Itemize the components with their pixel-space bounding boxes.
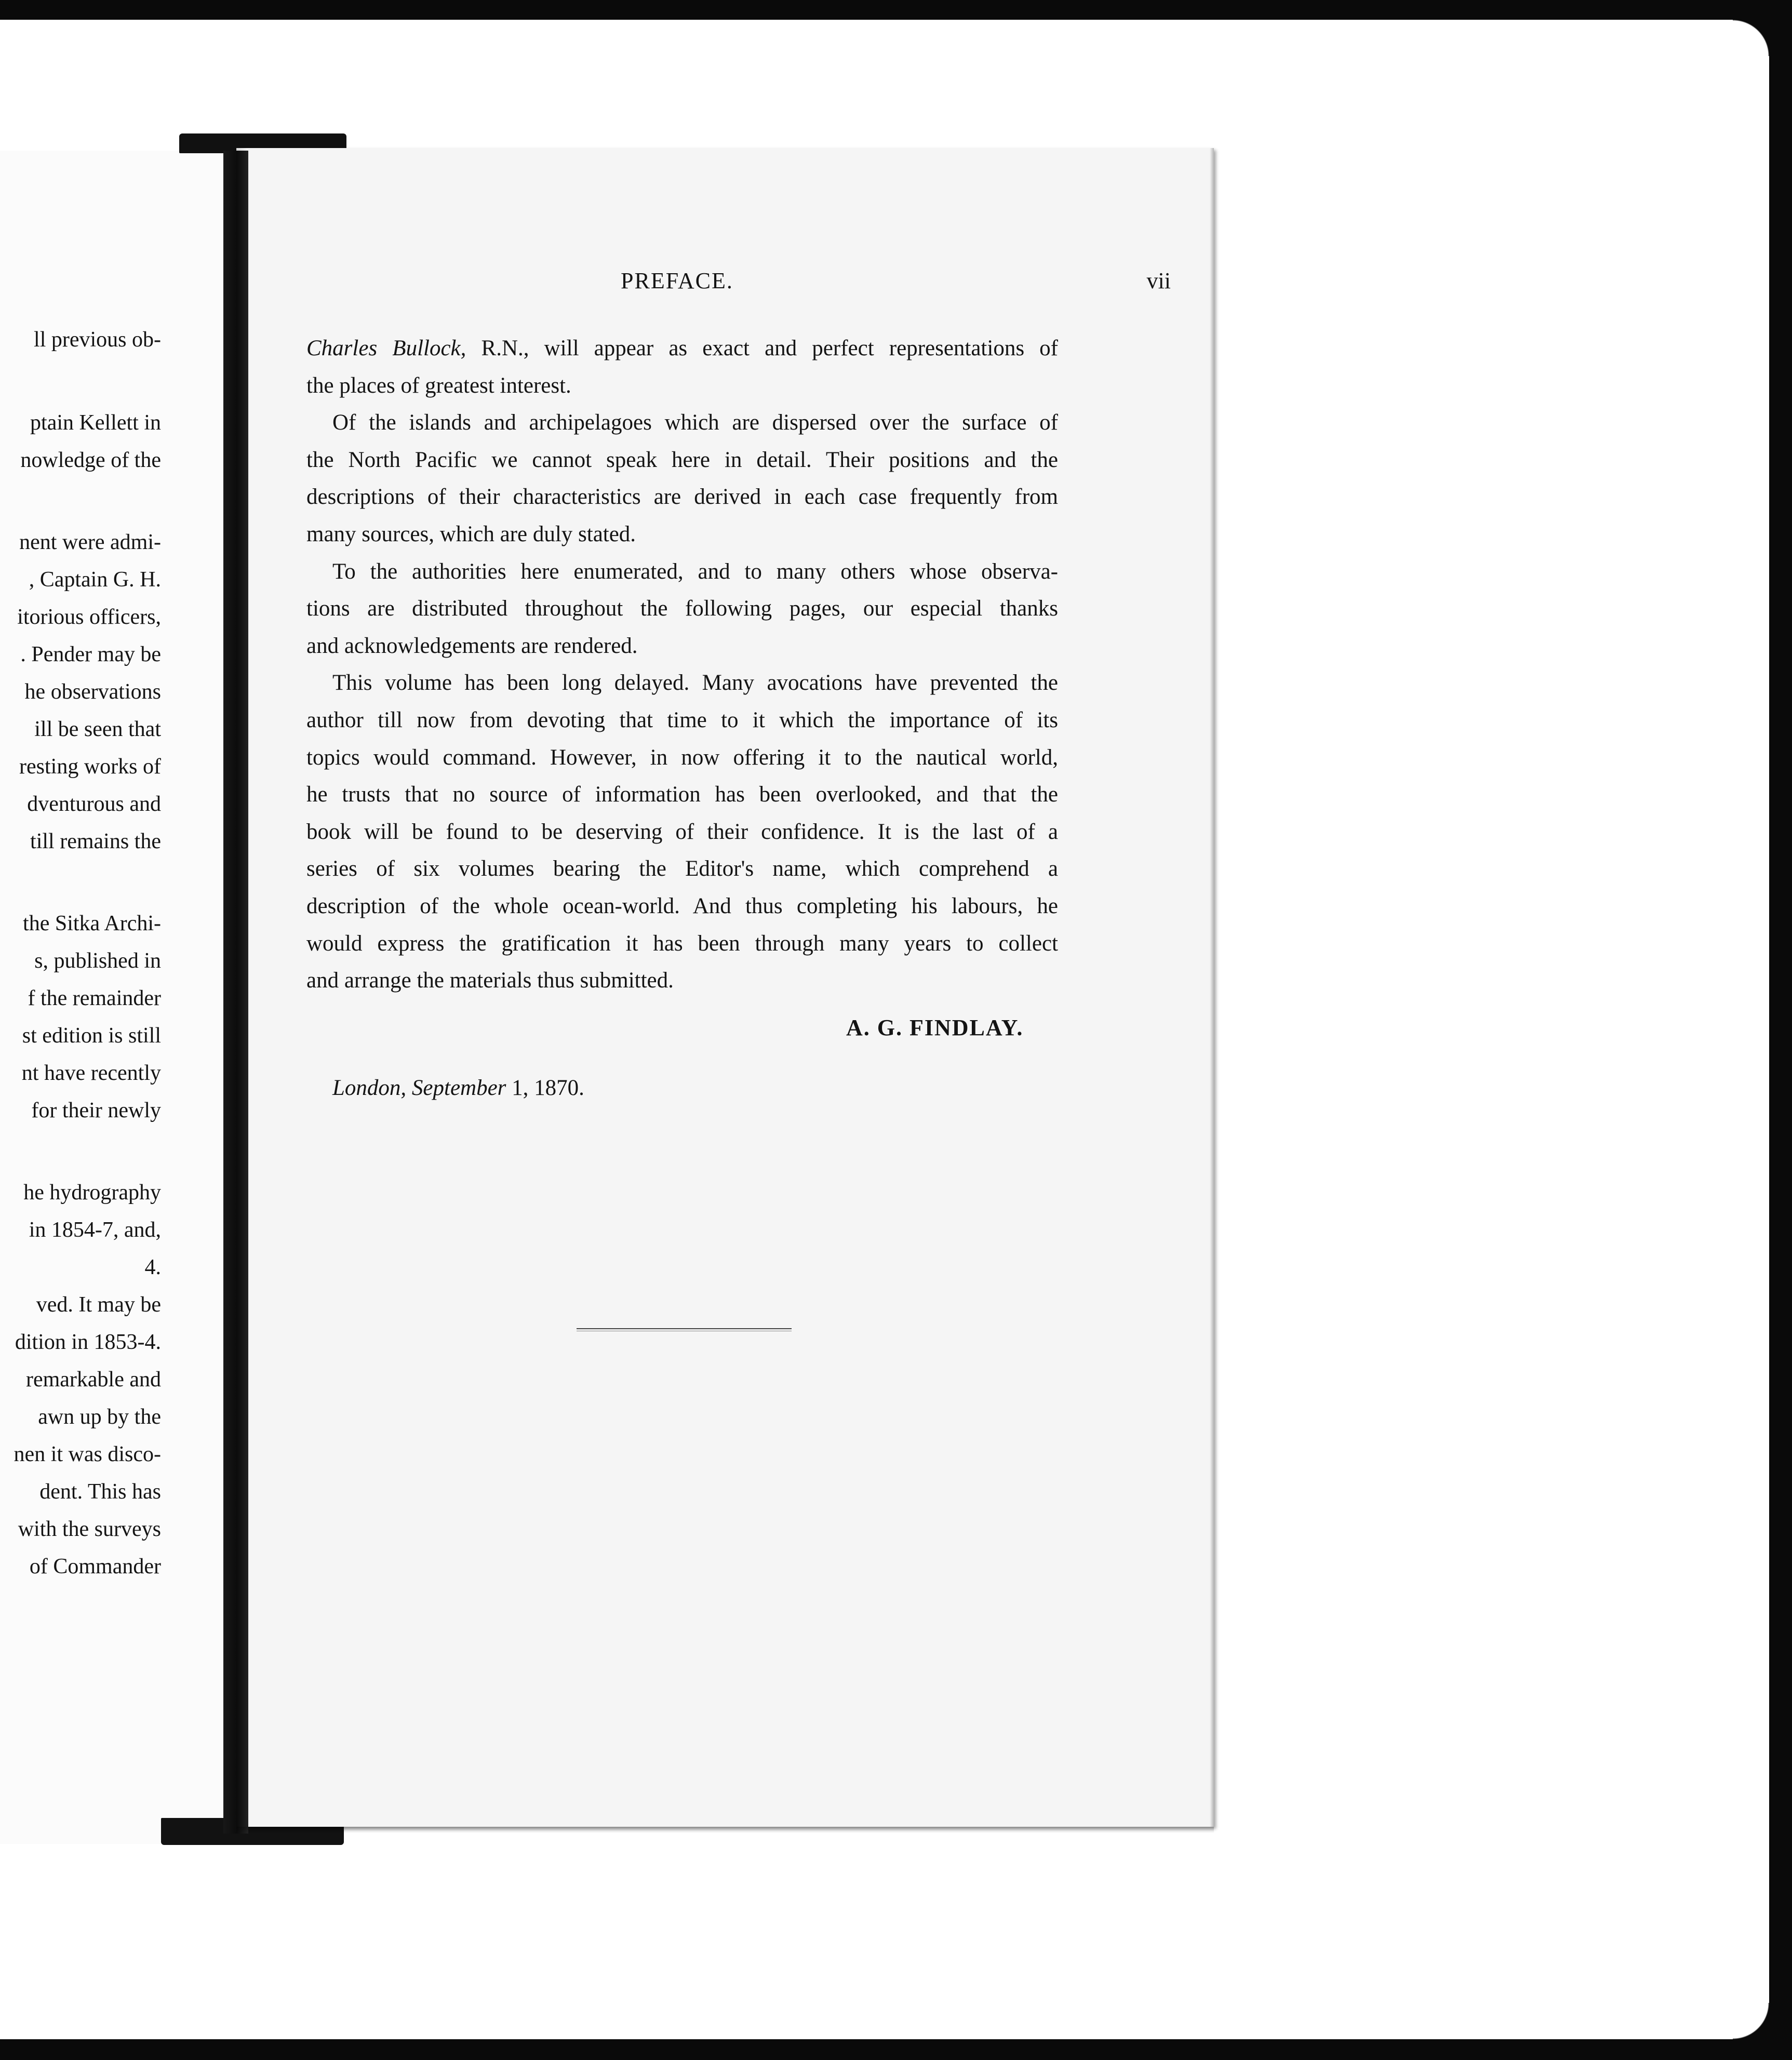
text-line: book will be found to be deserving of their confidence. It is the last of a: [306, 819, 1058, 844]
text-line: topics would command. However, in now offering it to the nautical world,: [306, 745, 1058, 770]
left-page-line: 4.: [144, 1255, 161, 1279]
left-page-line: he hydrography: [23, 1181, 161, 1205]
text-line: the North Pacific we cannot speak here in detail. Their positions and the: [306, 447, 1058, 472]
text-line: and acknowledgements are rendered.: [306, 633, 638, 658]
page-edge: [1210, 148, 1214, 1827]
left-page-line: st edition is still: [22, 1024, 161, 1048]
main-page: [236, 148, 1214, 1827]
book-clamp-bar: [223, 151, 248, 1834]
left-page-line: nowledge of the: [20, 448, 161, 472]
dateline-date: 1, 1870.: [512, 1076, 584, 1100]
left-page-line: f the remainder: [28, 986, 161, 1010]
scan-corner-bottom-right: [1733, 2003, 1769, 2039]
text-line: many sources, which are duly stated.: [306, 521, 636, 546]
left-page-line: awn up by the: [38, 1405, 161, 1429]
left-page-line: ill be seen that: [34, 717, 161, 741]
preface-body: [306, 330, 1058, 999]
text-line: Of the islands and archipelagoes which are dispersed over the surface of: [332, 410, 1058, 435]
left-page-line: dition in 1853-4.: [15, 1330, 161, 1354]
scan-border-top: [0, 0, 1792, 20]
text-line: descriptions of their characteristics are derived in each case frequently from: [306, 485, 1058, 510]
left-page-line: ptain Kellett in: [30, 411, 161, 435]
left-page-line: ll previous ob-: [34, 328, 161, 352]
left-page-line: nt have recently: [21, 1061, 161, 1085]
left-page-line: s, published in: [34, 949, 161, 973]
text-line: he trusts that no source of information has been overlooked, and that the: [306, 782, 1058, 807]
text-line: the places of greatest interest.: [306, 373, 571, 398]
text-span: R.N., will appear as exact and perfect representations of: [481, 336, 1059, 360]
text-line: This volume has been long delayed. Many avocations have prevented the: [332, 671, 1058, 695]
author-signature: A. G. FINDLAY.: [846, 1015, 1024, 1040]
scan-border-bottom: [0, 2039, 1792, 2060]
left-page-line: ved. It may be: [36, 1293, 161, 1317]
page-shadow: [236, 1827, 1214, 1833]
italic-name: Charles Bullock,: [306, 336, 466, 360]
text-line: To the authorities here enumerated, and to many others whose observa-: [332, 559, 1058, 584]
left-page-line: till remains the: [30, 830, 161, 853]
left-page-line: , Captain G. H.: [29, 568, 161, 592]
text-line: and arrange the materials thus submitted.: [306, 968, 674, 993]
left-page-line: the Sitka Archi-: [23, 912, 161, 935]
closing-rule: [577, 1328, 792, 1331]
left-page-line: . Pender may be: [20, 643, 161, 666]
left-page-line: with the surveys: [18, 1517, 161, 1541]
scan-corner-top-right: [1733, 20, 1769, 56]
left-page-line: nent were admi-: [19, 530, 161, 554]
page-number: vii: [1146, 268, 1171, 293]
left-page-line: he observations: [24, 680, 161, 704]
left-page-line: resting works of: [19, 755, 161, 779]
left-facing-page: [0, 151, 223, 1844]
text-line: description of the whole ocean-world. And thus completing his labours, he: [306, 893, 1058, 918]
dateline: [332, 1075, 584, 1101]
scan-border-right: [1769, 0, 1792, 2060]
left-page-line: itorious officers,: [17, 605, 161, 629]
text-line: would express the gratification it has been through many years to collect: [306, 931, 1058, 956]
left-page-line: dent. This has: [39, 1480, 161, 1504]
text-line: series of six volumes bearing the Editor's name, which comprehend a: [306, 857, 1058, 881]
left-page-line: in 1854-7, and,: [29, 1218, 161, 1242]
text-line: [306, 330, 1058, 367]
left-page-line: remarkable and: [25, 1368, 161, 1392]
left-page-line: dventurous and: [27, 792, 161, 816]
left-page-line: for their newly: [31, 1099, 161, 1122]
text-line: tions are distributed throughout the following pages, our especial thanks: [306, 596, 1058, 621]
text-line: author till now from devoting that time to it which the importance of its: [306, 707, 1058, 732]
left-page-line: of Commander: [29, 1555, 161, 1579]
dateline-place-month: London, September: [332, 1076, 506, 1100]
left-page-line: nen it was disco-: [14, 1442, 161, 1466]
running-title: PREFACE.: [621, 268, 733, 293]
